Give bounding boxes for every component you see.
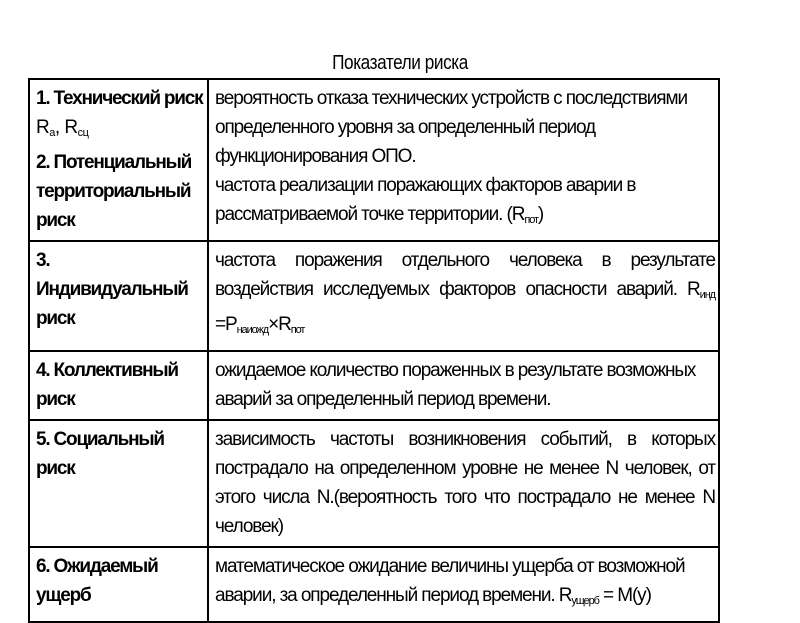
- risk-desc-damage: [208, 547, 719, 622]
- symbol-r: R: [36, 117, 50, 138]
- risk-name-individual: 3. Индивидуальный риск: [29, 241, 208, 351]
- symbol-r: R: [558, 585, 572, 606]
- desc-text-end: ): [537, 204, 544, 225]
- formula: [559, 585, 651, 606]
- formula-equals: =: [215, 314, 225, 335]
- desc-text: математическое ожидание величины ущерба от возможной аварии, за определенный период времени.: [215, 556, 685, 606]
- formula-multiply: ×: [268, 314, 279, 335]
- desc-text: частота реализации поражающих факторов аварии в рассматриваемой точке территории. (: [215, 175, 636, 225]
- symbol-p: P: [225, 314, 237, 335]
- symbol-r: R: [64, 117, 78, 138]
- symbol-separator: ,: [54, 117, 65, 138]
- risk-name-damage: 6. Ожидаемый ущерб: [29, 547, 208, 622]
- table-row: [29, 241, 719, 351]
- risk-name-technical: 1. Технический риск: [36, 88, 203, 109]
- risk-desc-technical: вероятность отказа технических устройств с последствиями определенного уровня за определенный период функционирования ОПО.: [215, 88, 687, 167]
- symbol-subscript: пот: [524, 214, 538, 226]
- risk-desc-individual: [208, 241, 719, 351]
- risk-name-territorial: 2. Потенциальный территориальный риск: [36, 152, 192, 231]
- table-row: [29, 547, 719, 622]
- risk-indicators-table: [28, 78, 720, 623]
- symbol-subscript: наиожд: [236, 324, 269, 336]
- desc-text: частота поражения отдельного человека в результате воздействия исследуемых факторов опасности аварий.: [215, 250, 715, 300]
- formula-equals: = M(y): [598, 585, 651, 606]
- symbol-subscript: инд: [699, 289, 715, 301]
- symbol-subscript: ущерб: [571, 595, 599, 607]
- table-row: [29, 79, 719, 241]
- table-row: [29, 420, 719, 547]
- symbol-subscript: пот: [290, 324, 305, 336]
- risk-symbols: [36, 113, 204, 148]
- risk-desc-collective: ожидаемое количество пораженных в результате возможных аварий за определенный период времени.: [208, 351, 719, 420]
- risk-name-social: 5. Социальный риск: [29, 420, 208, 547]
- risk-desc-cell: [208, 79, 719, 241]
- page-title: Показатели риска: [332, 52, 468, 74]
- symbol-r: R: [687, 279, 700, 300]
- risk-desc-social: зависимость частоты возникновения событий, в которых пострадало на определенном уровне не менее N человек, от этого числа N.(вероятность того что пострадало не менее N человек): [208, 420, 719, 547]
- symbol-r: R: [278, 314, 291, 335]
- risk-name-cell: [29, 79, 208, 241]
- table-row: [29, 351, 719, 420]
- risk-desc-territorial: [215, 171, 715, 235]
- symbol-r: R: [511, 204, 525, 225]
- symbol-subscript: а: [49, 127, 55, 139]
- symbol-subscript: сц: [77, 127, 89, 139]
- risk-name-collective: 4. Коллективный риск: [29, 351, 208, 420]
